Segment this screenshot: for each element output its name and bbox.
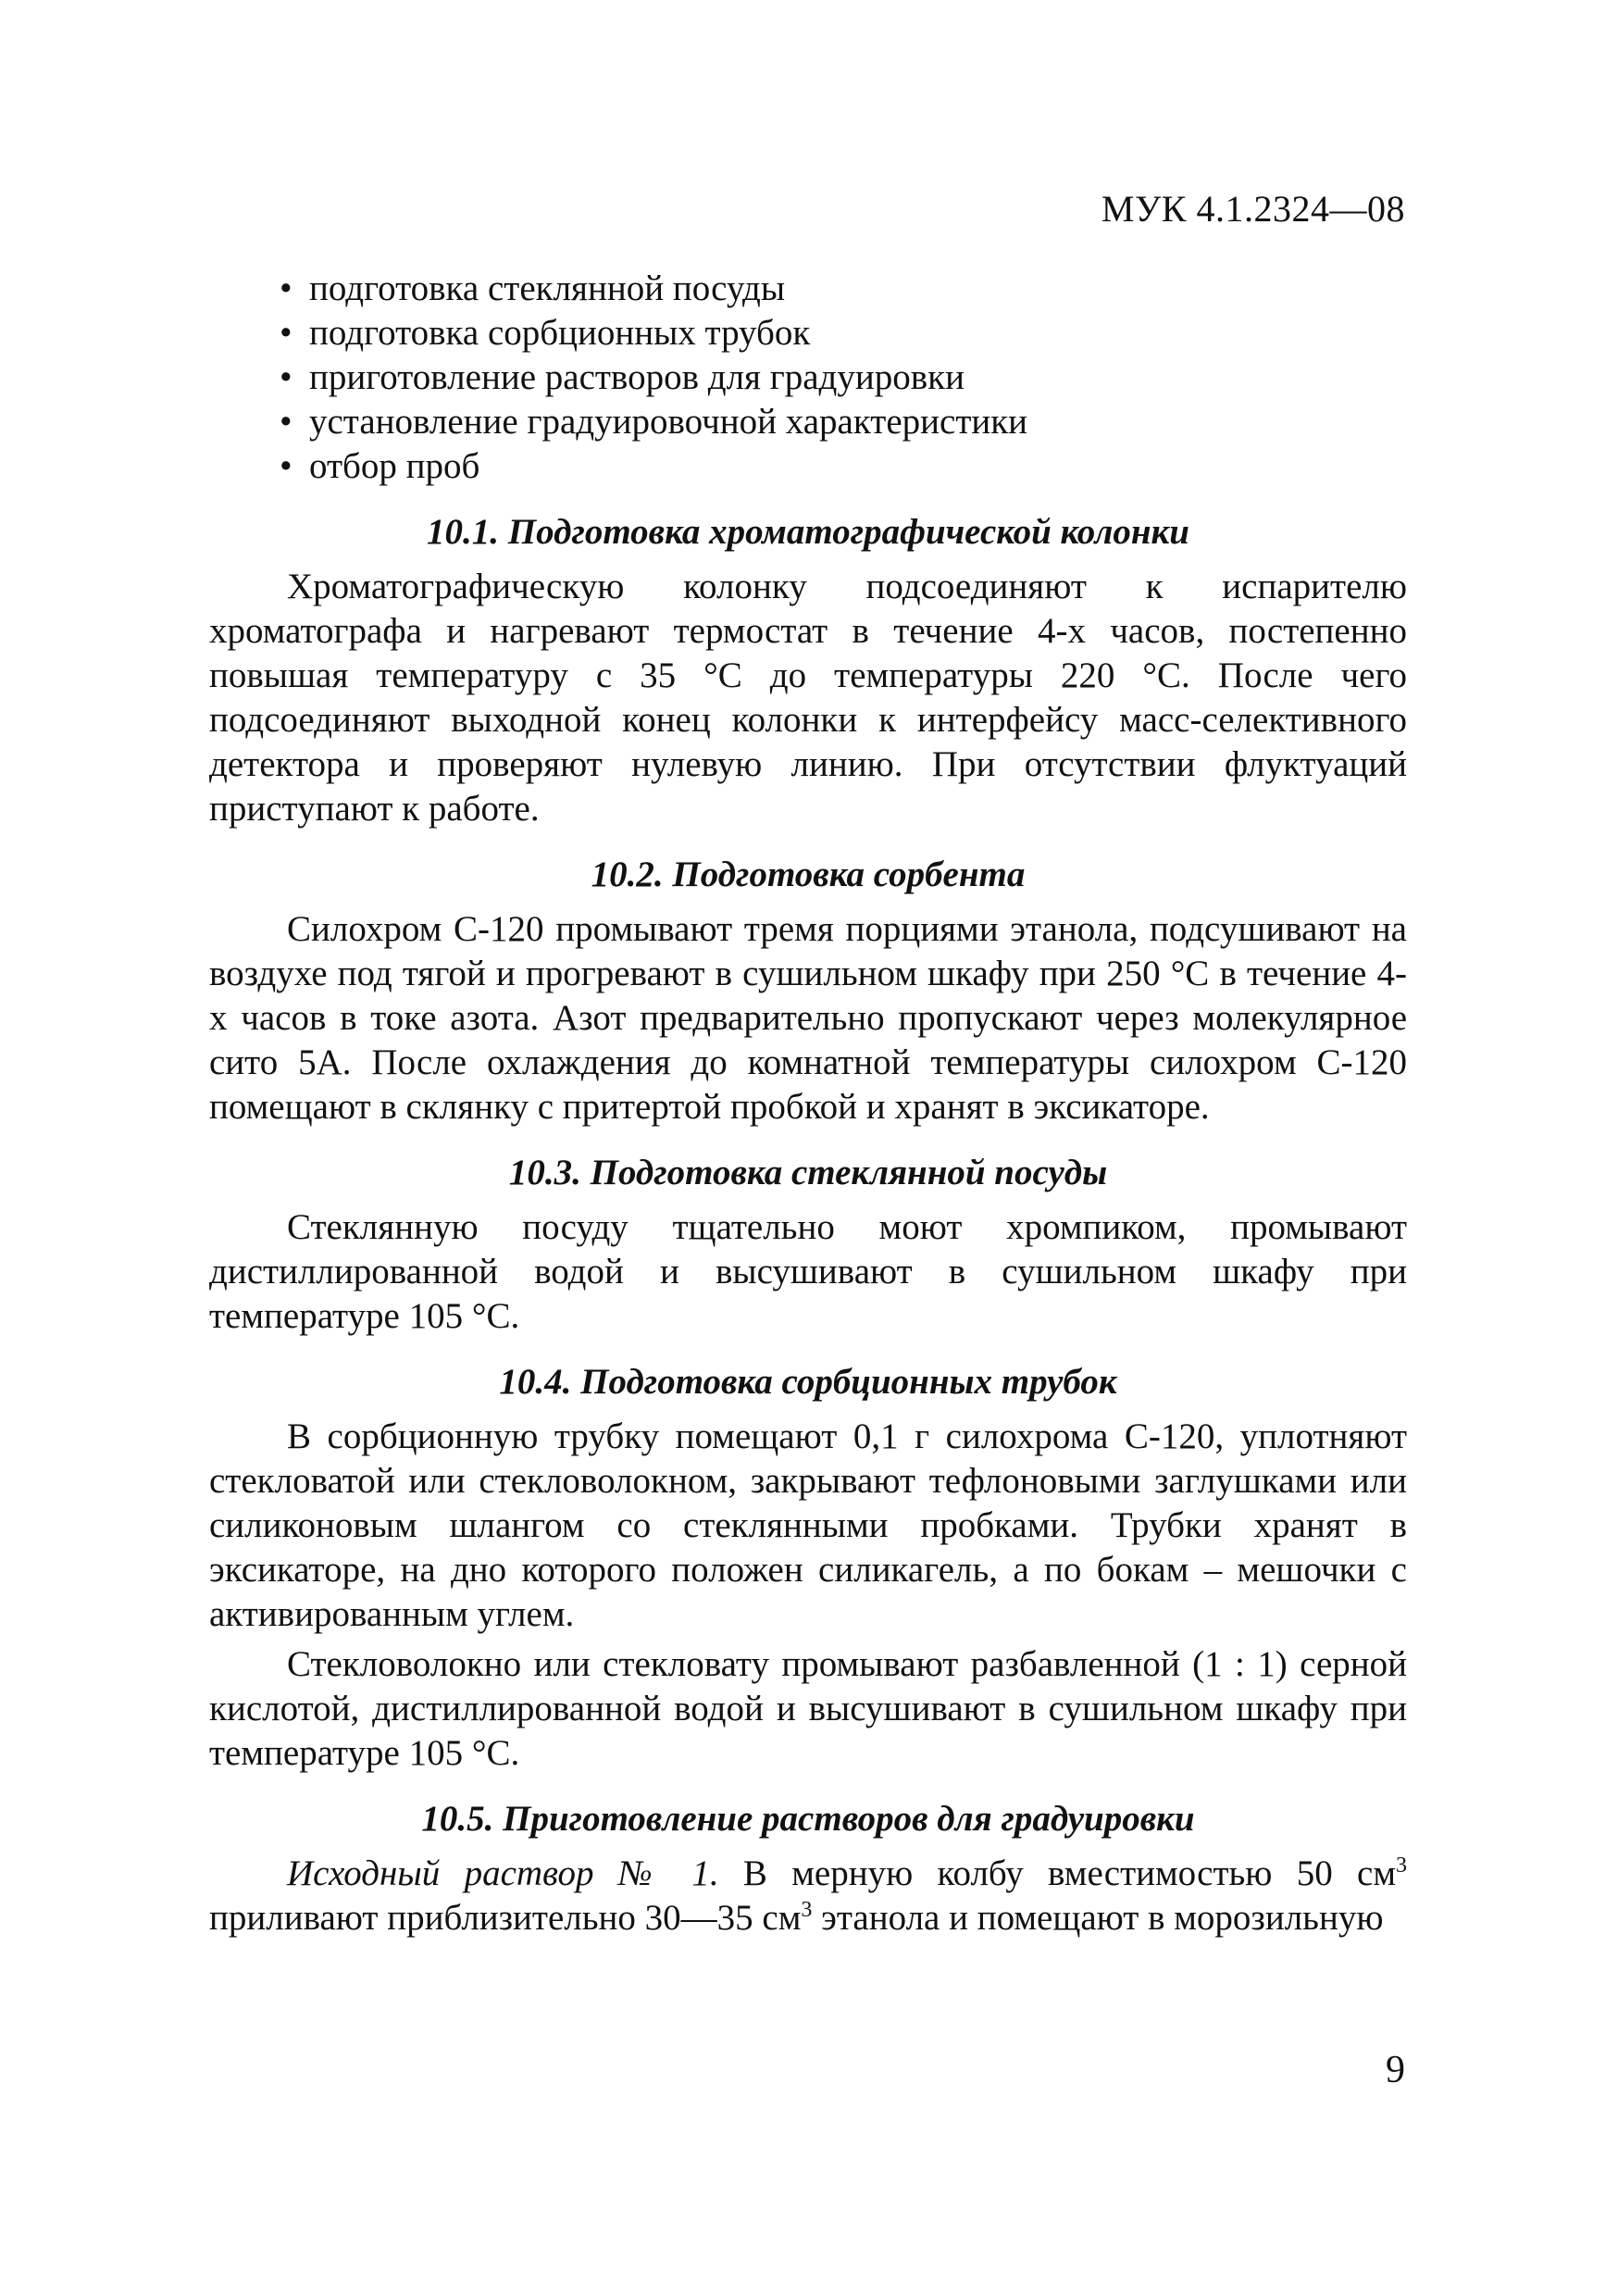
list-item: • отбор проб	[280, 444, 1407, 489]
superscript: 3	[1396, 1853, 1407, 1878]
running-head: МУК 4.1.2324—08	[1101, 188, 1405, 230]
section-paragraph	[209, 1852, 1407, 1940]
list-item: • подготовка стеклянной посуды	[280, 267, 1407, 311]
list-item: • подготовка сорбционных трубок	[280, 311, 1407, 356]
list-item: • установление градуировочной характеристики	[280, 400, 1407, 444]
bullet-list	[209, 267, 1407, 489]
paragraph-text: приливают приблизительно 30—35 см	[209, 1898, 802, 1938]
paragraph-text: этанола и помещают в морозильную	[812, 1898, 1384, 1938]
section-heading-10-4: 10.4. Подготовка сорбционных трубок	[499, 1362, 1117, 1402]
section-paragraph: Стеклянную посуду тщательно моют хромпиком, промывают дистиллированной водой и высушивают в сушильном шкафу при температуре 105 °С.	[209, 1207, 1407, 1336]
section-heading-10-5: 10.5. Приготовление растворов для градуировки	[421, 1799, 1195, 1839]
superscript: 3	[801, 1898, 813, 1922]
section-heading-10-2: 10.2. Подготовка сорбента	[591, 855, 1026, 894]
section-paragraph: В сорбционную трубку помещают 0,1 г силохрома С-120, уплотняют стекловатой или стекловолокном, закрывают тефлоновыми заглушками или силиконовым шлангом со стеклянными пробками. Трубки хранят в эксикаторе, на дно которого положен силикагель, а по бокам – мешочки с активированным углем.	[209, 1416, 1407, 1634]
section-paragraph: Стекловолокно или стекловату промывают разбавленной (1 : 1) серной кислотой, дистиллированной водой и высушивают в сушильном шкафу при температуре 105 °С.	[209, 1644, 1407, 1773]
page-number: 9	[1386, 2049, 1405, 2091]
page-content	[209, 267, 1407, 1940]
section-heading-10-1: 10.1. Подготовка хроматографической колонки	[427, 512, 1189, 552]
paragraph-lead: Исходный раствор № 1.	[287, 1853, 719, 1893]
list-item: • приготовление растворов для градуировки	[280, 356, 1407, 400]
section-paragraph: Хроматографическую колонку подсоединяют к испарителю хроматографа и нагревают термостат в течение 4-х часов, постепенно повышая температуру с 35 °С до температуры 220 °С. После чего подсоединяют выходной конец колонки к интерфейсу масс-селективного детектора и проверяют нулевую линию. При отсутствии флуктуаций приступают к работе.	[209, 567, 1407, 829]
section-paragraph: Силохром С-120 промывают тремя порциями этанола, подсушивают на воздухе под тягой и прогревают в сушильном шкафу при 250 °С в течение 4-х часов в токе азота. Азот предварительно пропускают через молекулярное сито 5А. После охлаждения до комнатной температуры силохром С-120 помещают в склянку с притертой пробкой и хранят в эксикаторе.	[209, 909, 1407, 1127]
paragraph-text: В мерную колбу вместимостью 50 см	[718, 1853, 1396, 1893]
section-heading-10-3: 10.3. Подготовка стеклянной посуды	[508, 1153, 1108, 1192]
